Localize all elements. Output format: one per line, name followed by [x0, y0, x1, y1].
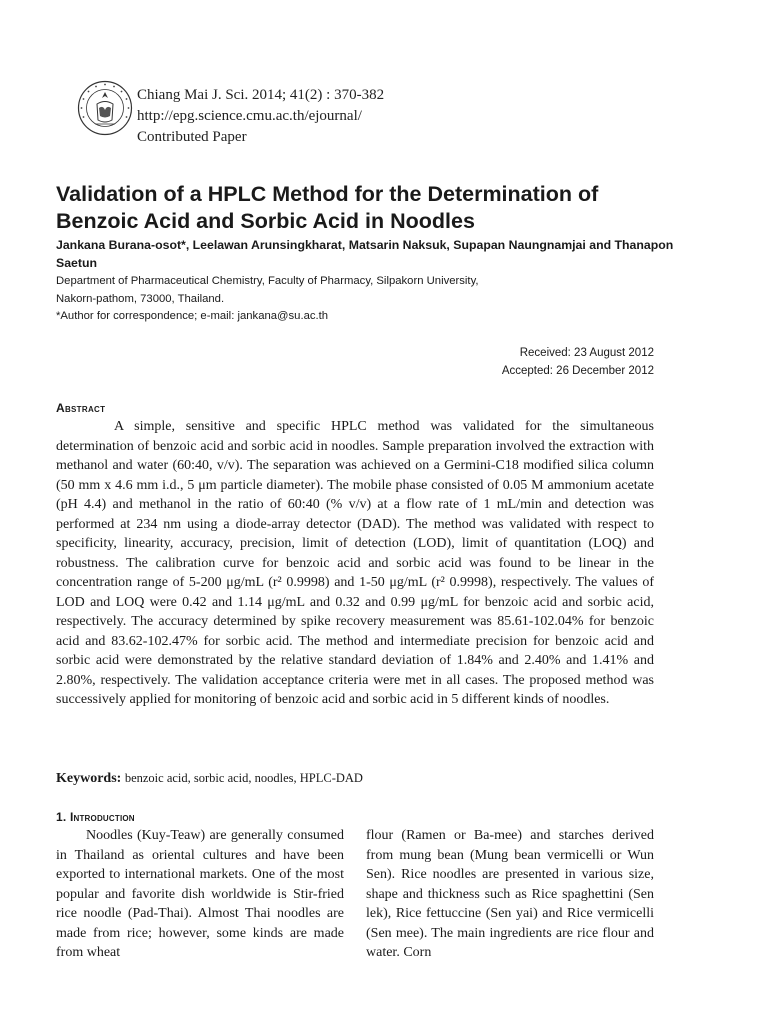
journal-info — [137, 85, 384, 148]
correspondence-email: *Author for correspondence; e-mail: jankana@su.ac.th — [56, 310, 329, 322]
affiliation-department: Department of Pharmaceutical Chemistry, Faculty of Pharmacy, Silpakorn University, — [56, 275, 479, 287]
journal-citation: Chiang Mai J. Sci. 2014; 41(2) : 370-382 — [137, 87, 385, 103]
affiliation — [56, 273, 676, 326]
affiliation-address: Nakorn-pathom, 73000, Thailand. — [56, 292, 225, 305]
keywords-label: Keywords: — [56, 771, 122, 786]
introduction-heading: 1. Introduction — [56, 810, 135, 824]
received-date: Received: 23 August 2012 — [519, 347, 654, 359]
keywords-list: benzoic acid, sorbic acid, noodles, HPLC-DAD — [124, 771, 363, 785]
introduction-right-column: flour (Ramen or Ba-mee) and starches derived from mung bean (Mung bean vermicelli or Wun Sen). Rice noodles are presented in various size, shape and thickness such as Rice spaghettini (Sen lek), Rice fettuccine (Sen yai) and Rice vermicelli (Sen mee). The main ingredients are rice flour and water. Corn — [366, 828, 654, 960]
paper-type: Contributed Paper — [137, 129, 247, 145]
university-seal-logo — [77, 80, 133, 136]
introduction-left-column: Noodles (Kuy-Teaw) are generally consumed in Thailand as oriental cultures and have been exported to international markets. One of the most popular and favorite dish worldwide is Stir-fried rice noodle (Pad-Thai). Almost Thai noodles are made from rice; however, some kinds are made from wheat — [56, 828, 344, 960]
accepted-date: Accepted: 26 December 2012 — [501, 364, 654, 377]
submission-dates — [502, 345, 654, 380]
author-list: Jankana Burana-osot*, Leelawan Arunsingkharat, Matsarin Naksuk, Supapan Naungnamjai and Thanapon Saetun — [56, 238, 674, 270]
journal-url[interactable]: http://epg.science.cmu.ac.th/ejournal/ — [137, 108, 362, 124]
abstract-heading: Abstract — [56, 401, 106, 415]
paper-title: Validation of a HPLC Method for the Determination of Benzoic Acid and Sorbic Acid in Noodles — [56, 182, 599, 233]
abstract-body: A simple, sensitive and specific HPLC method was validated for the simultaneous determination of benzoic acid and sorbic acid in noodles. Sample preparation involved the extraction with methanol and water (60:40, v/v). The separation was achieved on a Germini-C18 modified silica column (50 mm x 4.6 mm i.d., 5 μm particle diameter). The mobile phase consisted of 0.05 M ammonium acetate (pH 4.4) and methanol in the ratio of 60:40 (% v/v) at a flow rate of 1 mL/min and detection was performed at 234 nm using a diode-array detector (DAD). The method was validated with respect to specificity, linearity, accuracy, precision, limit of detection (LOD), limit of quantitation (LOQ) and robustness. The calibration curve for benzoic acid and sorbic acid was found to be linear in the concentration range of 5-200 μg/mL (r² 0.9998) and 1-50 μg/mL (r² 0.9998), respectively. The values of LOD and LOQ were 0.42 and 1.14 μg/mL and 0.32 and 0.99 μg/mL for benzoic acid and sorbic acid, respectively. The accuracy determined by spike recovery measurement was 85.61-102.04% for benzoic acid and 83.62-102.47% for sorbic acid. The method and intermediate precision for benzoic acid and sorbic acid were demonstrated by the relative standard deviation of 1.84% and 2.40% and 1.41% and 2.80%, respectively. The validation acceptance criteria were met in all cases. The proposed method was successively applied for monitoring of benzoic acid and sorbic acid in 5 different kinds of noodles. — [56, 419, 654, 707]
keywords — [56, 768, 656, 789]
